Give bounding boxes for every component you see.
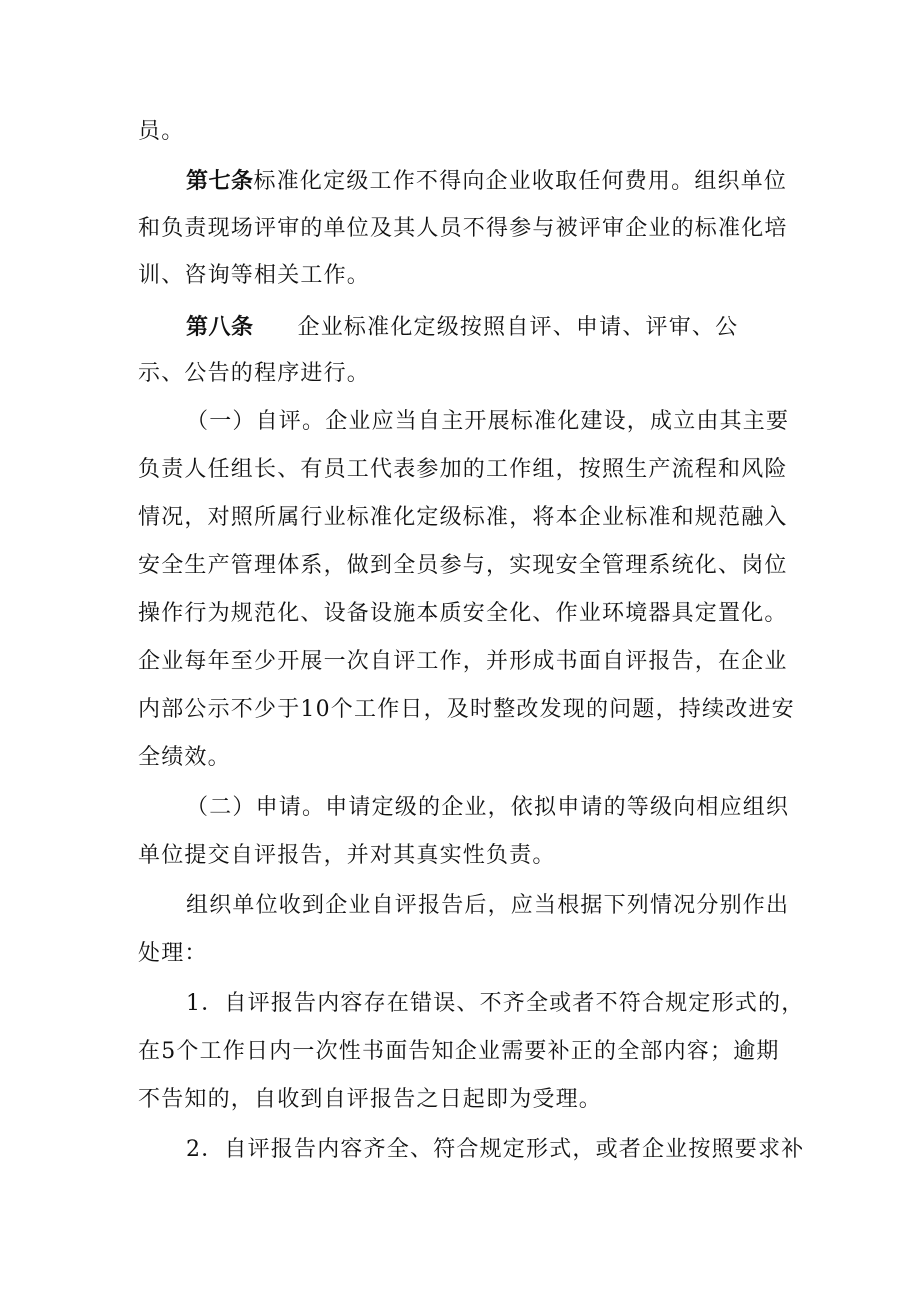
text-line: 内部公示不少于10个工作日，及时整改发现的问题，持续改进安 [138,697,795,722]
text-line: 处理： [138,941,208,966]
text-line: 2．自评报告内容齐全、符合规定形式，或者企业按照要求补 [186,1137,805,1162]
text-line: 企业每年至少开展一次自评工作，并形成书面自评报告，在企业 [138,649,788,674]
text-line: 单位提交自评报告，并对其真实性负责。 [138,843,556,868]
text-line: 安全生产管理体系，做到全员参与，实现安全管理系统化、岗位 [138,553,788,578]
text-line: 员。 [138,119,185,144]
text-line: 在5个工作日内一次性书面告知企业需要补正的全部内容；逾期 [138,1039,780,1064]
text-line: 组织单位收到企业自评报告后，应当根据下列情况分别作出 [186,893,790,918]
text-line: 全绩效。 [138,745,231,770]
text-line: 企业标准化定级按照自评、申请、评审、公 [297,315,739,340]
article-8-label: 第八条 [186,315,254,340]
article-8-paragraph [186,313,798,343]
text-line: 负责人任组长、有员工代表参加的工作组，按照生产流程和风险 [138,457,788,482]
text-line: 示、公告的程序进行。 [138,361,371,386]
article-7-label: 第七条 [186,169,254,194]
article-7-paragraph [186,167,798,197]
text-line: 1．自评报告内容存在错误、不齐全或者不符合规定形式的， [186,991,805,1016]
text-line: 情况，对照所属行业标准化定级标准，将本企业标准和规范融入 [138,505,788,530]
text-line: 标准化定级工作不得向企业收取任何费用。组织单位 [253,169,788,194]
text-line: 训、咨询等相关工作。 [138,263,371,288]
text-line: 和负责现场评审的单位及其人员不得参与被评审企业的标准化培 [138,216,788,241]
text-line: （二）申请。申请定级的企业，依拟申请的等级向相应组织 [186,795,790,820]
text-line: 操作行为规范化、设备设施本质安全化、作业环境器具定置化。 [138,601,788,626]
text-line: （一）自评。企业应当自主开展标准化建设，成立由其主要 [186,409,790,434]
text-line: 不告知的，自收到自评报告之日起即为受理。 [138,1087,603,1112]
